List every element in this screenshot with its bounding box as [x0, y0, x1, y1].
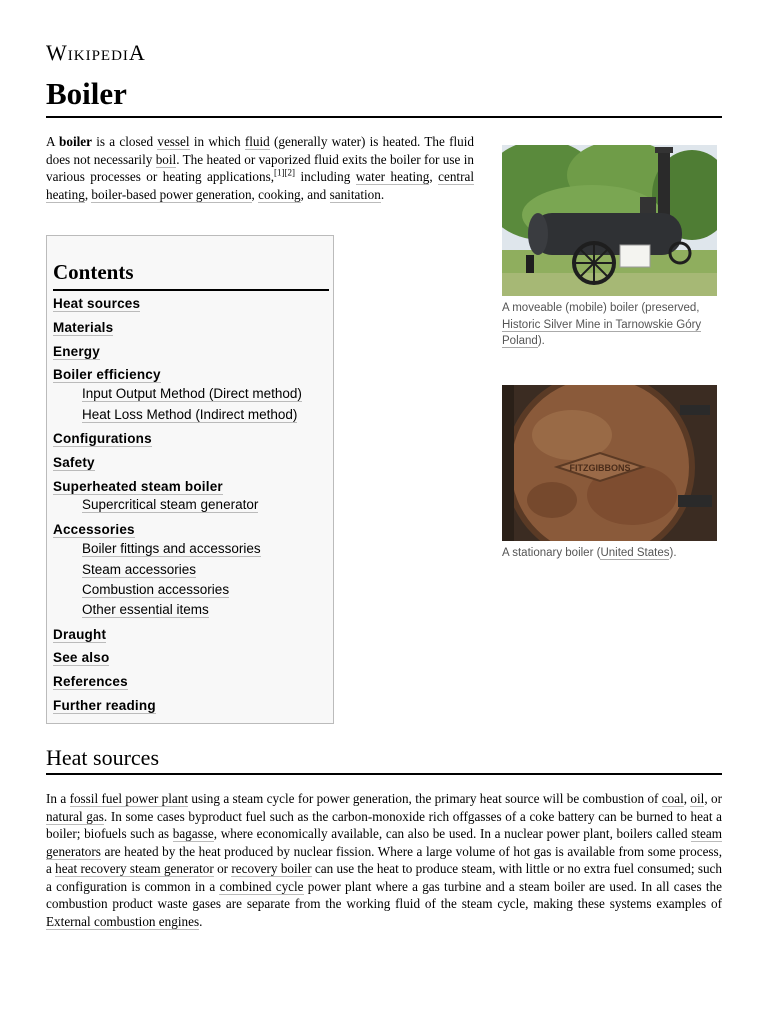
link-sanitation[interactable]: sanitation: [329, 186, 381, 202]
toc-item[interactable]: Accessories: [53, 522, 135, 537]
link-cooking[interactable]: cooking: [258, 186, 301, 202]
link-natural-gas[interactable]: natural gas: [46, 808, 104, 824]
link-united-states[interactable]: United States: [600, 547, 670, 559]
toc-item[interactable]: Superheated steam boiler: [53, 479, 223, 494]
link-combined-cycle[interactable]: combined cycle: [219, 878, 304, 894]
figure-caption: A moveable (mobile) boiler (preserved, Historic Silver Mine in Tarnowskie Góry Poland).: [502, 302, 702, 347]
link-poland[interactable]: Poland: [502, 335, 538, 347]
link-boiler-based-power-generation[interactable]: boiler-based power generation: [91, 186, 252, 202]
link-historic-silver-mine[interactable]: Historic Silver Mine in Tarnowskie Góry: [502, 318, 702, 331]
reference-superscript[interactable]: [1][2]: [274, 167, 296, 178]
mobile-boiler-image[interactable]: [502, 145, 717, 296]
toc-item[interactable]: Draught: [53, 627, 107, 642]
link-water-heating[interactable]: water heating: [355, 169, 430, 184]
toc-item[interactable]: Materials: [53, 320, 114, 335]
figure-stationary-boiler: [502, 385, 717, 562]
toc-subitem[interactable]: Boiler fittings and accessories: [82, 541, 261, 556]
stationary-boiler-image[interactable]: [502, 385, 717, 541]
wikipedia-logo[interactable]: WikipediA: [46, 40, 146, 65]
toc-item[interactable]: Boiler efficiency: [53, 367, 161, 382]
toc-subitem[interactable]: Other essential items: [82, 602, 209, 617]
toc-item[interactable]: Energy: [53, 344, 100, 359]
toc-subitem[interactable]: Combustion accessories: [82, 582, 230, 597]
table-of-contents: [46, 235, 334, 724]
toc-title: Contents: [53, 260, 134, 284]
section-paragraph: In a fossil fuel power plant using a steam cycle for power generation, the primary heat source will be combustion of coal, oil, or natural gas. In some cases byproduct fuel such as the carbon-monoxide rich offgasses of a coke battery can be burned to heat a boiler; biofuels such as bagasse, where economically available, can also be used. In a nuclear power plant, boilers called steam generators are heated by the heat produced by nuclear fission. Where a large volume of hot gas is available from some process, a heat recovery steam generator or recovery boiler can use the heat to produce steam, with little or no extra fuel consumed; such a configuration is common in a combined cycle power plant where a gas turbine and a steam boiler are used. In all cases the combustion product waste gases are separate from the working fluid of the steam cycle, making these systems examples of External combustion engines.: [46, 791, 722, 929]
link-boil[interactable]: boil: [155, 151, 177, 167]
link-external-combustion-engines[interactable]: External combustion engines: [46, 913, 200, 929]
toc-subitem[interactable]: Heat Loss Method (Indirect method): [82, 407, 298, 422]
stamp-text: FITZGIBBONS: [569, 463, 631, 473]
toc-item[interactable]: Heat sources: [53, 296, 141, 311]
link-oil[interactable]: oil: [690, 791, 705, 806]
toc-subitem[interactable]: Steam accessories: [82, 562, 197, 577]
figure-mobile-boiler: [502, 145, 717, 350]
link-heat-recovery-steam-generator[interactable]: heat recovery steam generator: [55, 861, 214, 876]
toc-subitem[interactable]: Input Output Method (Direct method): [82, 386, 302, 401]
intro-paragraph: A boiler is a closed vessel in which fluid (generally water) is heated. The fluid does not necessarily boil. The heated or vaporized fluid exits the boiler for use in various processes or heating applications,[1][2] including water heating, central heating, boiler-based power generation, cooking, and sanitation.: [46, 134, 475, 202]
section-divider: [46, 773, 722, 775]
toc-subitem[interactable]: Supercritical steam generator: [82, 497, 259, 512]
section-heading: Heat sources: [46, 745, 160, 770]
link-steam-generators[interactable]: steam generators: [46, 826, 722, 859]
figure-caption: A stationary boiler (United States).: [502, 547, 677, 559]
toc-item[interactable]: Configurations: [53, 431, 152, 446]
page-title: Boiler: [46, 76, 127, 111]
title-divider: [46, 116, 722, 118]
link-central-heating[interactable]: central heating: [46, 169, 474, 202]
link-fluid[interactable]: fluid: [244, 134, 270, 149]
toc-item[interactable]: Further reading: [53, 698, 156, 713]
toc-item[interactable]: References: [53, 674, 128, 689]
link-coal[interactable]: coal: [661, 791, 684, 806]
toc-item[interactable]: Safety: [53, 455, 95, 470]
link-fossil-fuel-power-plant[interactable]: fossil fuel power plant: [69, 791, 189, 806]
toc-item[interactable]: See also: [53, 650, 110, 665]
link-vessel[interactable]: vessel: [157, 134, 190, 149]
link-bagasse[interactable]: bagasse: [172, 826, 214, 841]
toc-divider: [53, 289, 329, 291]
link-recovery-boiler[interactable]: recovery boiler: [231, 861, 312, 876]
